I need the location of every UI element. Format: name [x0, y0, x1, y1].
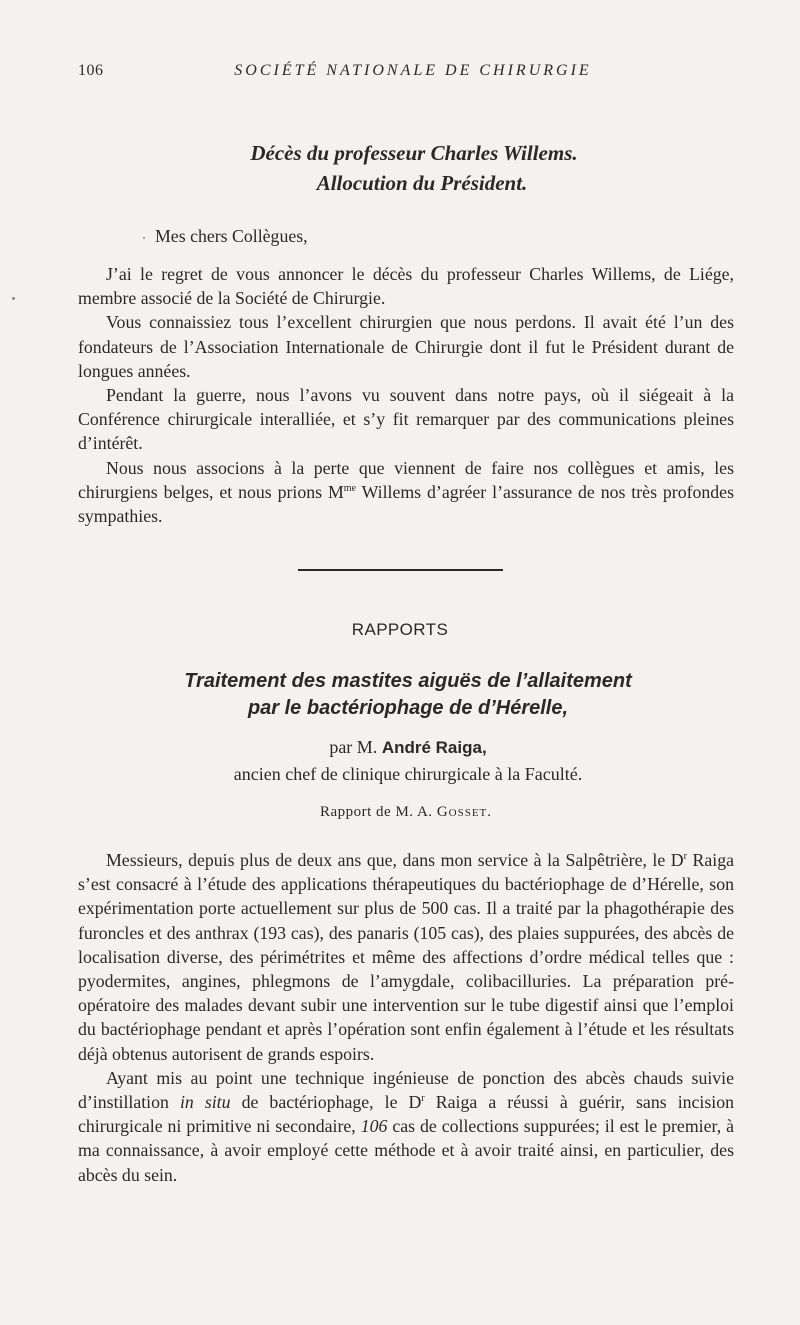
report-paragraph-1: [78, 848, 734, 1066]
report-by-line: [0, 804, 800, 821]
obituary-paragraph-4: [78, 456, 734, 529]
author-block: [78, 734, 738, 787]
stray-ink-dot: [143, 237, 145, 239]
obituary-paragraph-2: Vous connaissiez tous l’excellent chirurgien que nous perdons. Il avait été l’un des fondateurs de l’Association Internationale de Chirurgie dont il fut le Président durant de longues années.: [78, 312, 734, 381]
in-situ-italic: in situ: [179, 1092, 231, 1113]
author-prefix: par M.: [329, 737, 382, 757]
report-title: [78, 668, 738, 722]
obituary-paragraph-4-text-a: Nous nous associons à la perte que viennent de faire nos collègues et amis, les chirurgiens belges, et nous prions M: [78, 457, 734, 502]
obituary-paragraph-4-text-b: Willems d’agréer l’assurance de nos très profondes sympathies.: [78, 481, 734, 527]
report-title-line2: par le bactériophage de d’Hérelle,: [247, 697, 569, 719]
case-count-italic: 106: [360, 1116, 388, 1137]
obituary-paragraph-1: J’ai le regret de vous annoncer le décès du professeur Charles Willems, de Liége, membre associé de la Société de Chirurgie.: [78, 264, 734, 309]
page-number: 106: [78, 62, 104, 79]
report-paragraph-2: [78, 1066, 734, 1187]
report-author: Gosset.: [436, 804, 493, 820]
salutation: Mes chers Collègues,: [155, 226, 308, 246]
obituary-paragraph-3: Pendant la guerre, nous l’avons vu souvent dans notre pays, où il siégeait à la Conférence chirurgicale interalliée, et s’y fit remarquer par des communications pleines d’intérêt.: [78, 385, 734, 454]
report-paragraph-2-text-d: cas de collections suppurées; il est le premier, à ma connaissance, à avoir employé cette méthode et à avoir traité ainsi, en particulier, des abcès du sein.: [78, 1116, 735, 1185]
report-paragraph-2-text-c: Raiga a réussi à guérir, sans incision chirurgicale ni primitive ni secondaire,: [78, 1092, 735, 1137]
docteur-superscript-2: r: [421, 1093, 425, 1105]
section-divider: [298, 569, 503, 571]
author-role: ancien chef de clinique chirurgicale à la Faculté.: [233, 764, 583, 784]
report-paragraph-2-text-b: de bactériophage, le D: [230, 1092, 422, 1113]
docteur-superscript: r: [683, 851, 687, 862]
obituary-text: [78, 262, 734, 528]
report-body: [78, 848, 734, 1187]
madame-superscript: me: [343, 482, 356, 494]
report-paragraph-1-text-b: Raiga s’est consacré à l’étude des applications thérapeutiques du bactériophage de d’Hérelle, son expérimentation porte actuellement sur plus de 500 cas. Il a traité par la phagothérapie des furoncles et des anthrax (193 cas), des panaris (105 cas), des plaies suppurées, des abcès de localisation diverse, des périmétrites et même des affections d’ordre médical telles que : pyodermites, angines, phlegmons de l’amygdale, colibacilluries. La préparation pré-opératoire des malades devant subir une intervention sur le tube digestif ainsi que l’emploi du bactériophage pendant et après l’opération sont enfin également à l’étude et les résultats déjà obtenus autorisent de grands espoirs.: [78, 850, 734, 1064]
journal-title: SOCIÉTÉ NATIONALE DE CHIRURGIE: [234, 62, 592, 79]
author-name: André Raiga,: [381, 738, 487, 757]
report-paragraph-1-text-a: Messieurs, depuis plus de deux ans que, dans mon service à la Salpêtrière, le D: [106, 850, 684, 870]
rapports-heading: RAPPORTS: [351, 620, 449, 639]
author-line: [78, 734, 738, 761]
report-title-line1: Traitement des mastites aiguës de l’allaitement: [184, 670, 632, 692]
obituary-title-line1: Décès du professeur Charles Willems.: [250, 141, 578, 165]
stray-ink-mark: [12, 297, 15, 300]
report-paragraph-2-text-a: Ayant mis au point une technique ingénieuse de ponction des abcès chauds suivie d’instillation: [78, 1067, 734, 1113]
obituary-title-line2: Allocution du Président.: [316, 171, 528, 195]
running-header: [78, 62, 738, 84]
report-prefix: Rapport de M. A.: [319, 804, 437, 820]
obituary-title: [78, 138, 738, 198]
